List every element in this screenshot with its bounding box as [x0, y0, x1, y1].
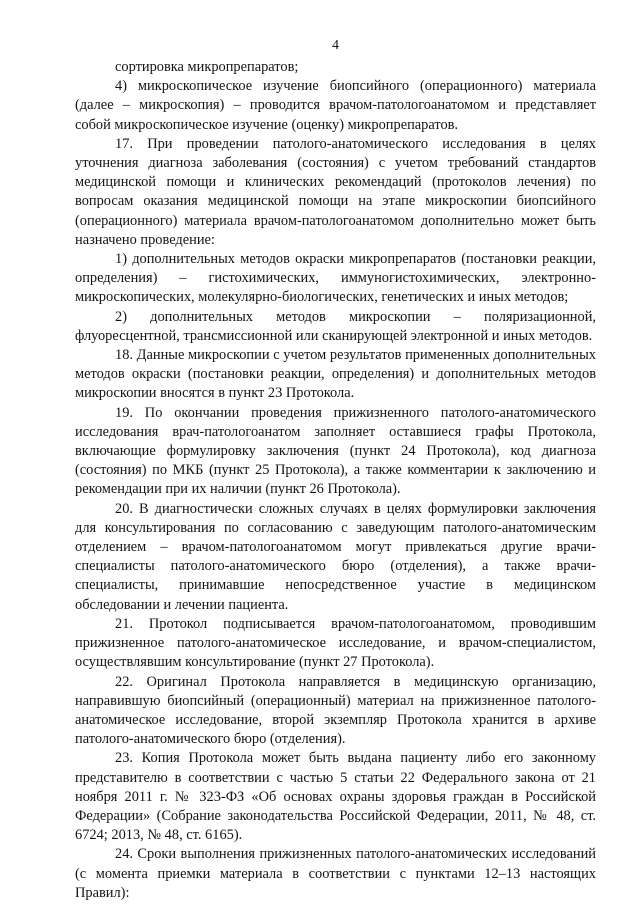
- paragraph-24: 24. Сроки выполнения прижизненных патолого-анатомических исследований (с момента приемки материала в соответствии с пунктами 12–13 настоящих Правил):: [75, 846, 596, 901]
- paragraph-23: 23. Копия Протокола может быть выдана пациенту либо его законному представителю в соответствии с частью 5 статьи 22 Федерального закона от 21 ноября 2011 г. № 323-ФЗ «Об основах охраны здоровья граждан в Российской Федерации» (Собрание законодательства Российской Федерации, 2011, № 48, ст. 6724; 2013, № 48, ст. 6165).: [75, 750, 596, 844]
- page-number: 4: [332, 38, 339, 53]
- paragraph-17-item-2: 2) дополнительных методов микроскопии – поляризационной, флуоресцентной, трансмиссионной или сканирующей электронной и иных методов.: [75, 308, 596, 344]
- paragraph-17: 17. При проведении патолого-анатомического исследования в целях уточнения диагноза заболевания (состояния) с учетом требований стандартов медицинской помощи и клинических рекомендаций (протоколов лечения) по вопросам оказания медицинской помощи на этапе микроскопии биопсийного (операционного) материала врачом-патологоанатомом дополнительно может быть назначено проведение:: [75, 135, 596, 248]
- paragraph-17-item-1: 1) дополнительных методов окраски микропрепаратов (постановки реакции, определения) – гистохимических, иммуногистохимических, электронно-микроскопических, молекулярно-биологических, генетических и иных методов;: [75, 251, 596, 306]
- paragraph-19: 19. По окончании проведения прижизненного патолого-анатомического исследования врач-патологоанатом заполняет оставшиеся графы Протокола, включающие формулировку заключения (пункт 24 Протокола), код диагноза (состояния) по МКБ (пункт 25 Протокола), а также комментарии к заключению и рекомендации при их наличии (пункт 26 Протокола).: [75, 404, 596, 498]
- paragraph-21: 21. Протокол подписывается врачом-патологоанатомом, проводившим прижизненное патолого-анатомическое исследование, и врачом-специалистом, осуществлявшим консультирование (пункт 27 Протокола).: [75, 615, 596, 671]
- paragraph-sorting-continuation: сортировка микропрепаратов;: [115, 59, 299, 75]
- paragraph-22: 22. Оригинал Протокола направляется в медицинскую организацию, направившую биопсийный (операционный) материал на прижизненное патолого-анатомическое исследование, второй экземпляр Протокола хранится в архиве патолого-анатомического бюро (отделения).: [75, 673, 596, 748]
- paragraph-18: 18. Данные микроскопии с учетом результатов примененных дополнительных методов окраски (постановки реакции, определения) и дополнительных методов микроскопии вносятся в пункт 23 Протокола.: [75, 347, 596, 402]
- paragraph-20: 20. В диагностически сложных случаях в целях формулировки заключения для консультирования по согласованию с заведующим патолого-анатомическим отделением – врачом-патологоанатомом могут привлекаться другие врачи-специалисты патолого-анатомического бюро (отделения), а также врачи-специалисты, принимавшие непосредственное участие в медицинском обследовании и лечении пациента.: [75, 500, 596, 613]
- paragraph-item-4-microscopy: 4) микроскопическое изучение биопсийного (операционного) материала (далее – микроскопия) – проводится врачом-патологоанатомом и представляет собой микроскопическое изучение (оценку) микропрепаратов.: [75, 78, 596, 133]
